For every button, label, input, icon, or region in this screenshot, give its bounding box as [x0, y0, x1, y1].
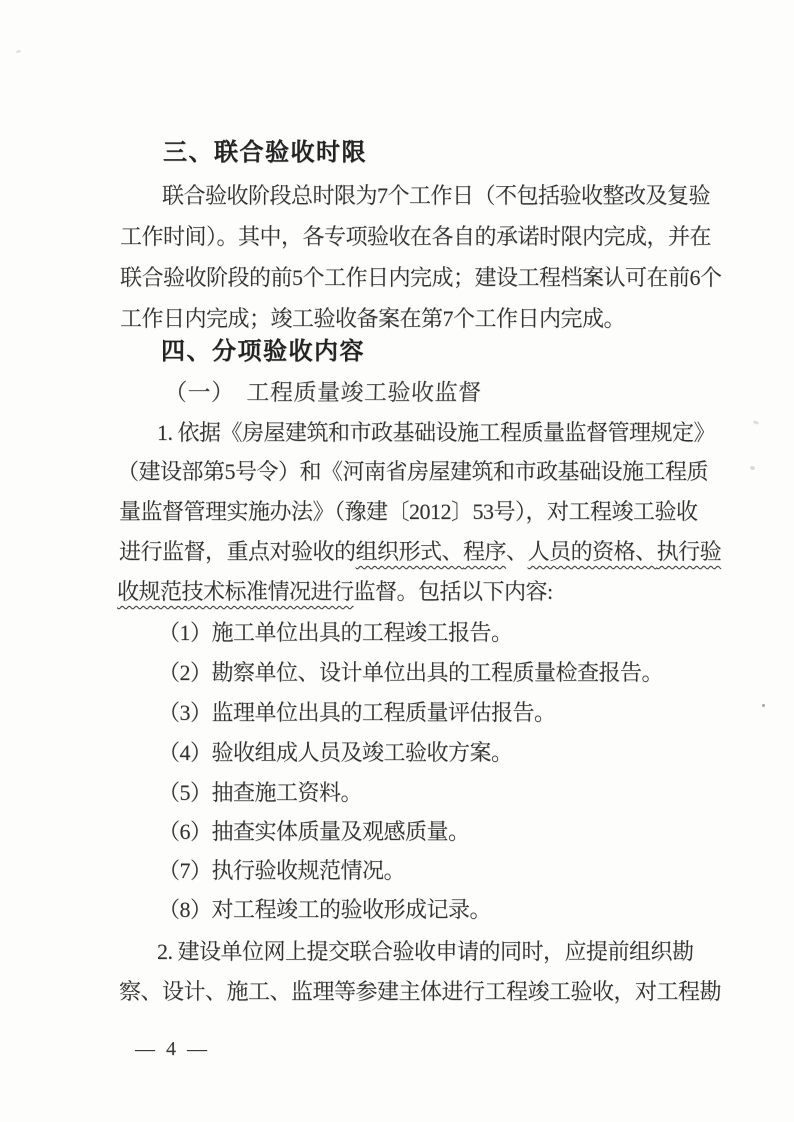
numbered-list-item: （8）对工程竣工的验收形成记录。 [158, 897, 492, 922]
plain-text: 、 [506, 539, 528, 564]
scan-speck [753, 420, 760, 425]
section3-paragraph-line: 联合验收阶段总时限为7个工作日（不包括验收整改及复验 [162, 183, 711, 208]
item1-line-with-underlines [117, 581, 553, 603]
section4-heading: 四、分项验收内容 [161, 338, 365, 365]
plain-text: 监督。包括以下内容: [353, 579, 553, 604]
wavy-underline-phrase: 执行验 [656, 539, 722, 564]
wavy-underline-phrase: 程序 [463, 539, 507, 564]
scan-speck [750, 465, 756, 470]
numbered-list-item: （1）施工单位出具的工程竣工报告。 [158, 620, 513, 645]
wavy-underline-phrase: 人员的资格、 [527, 539, 657, 564]
wavy-underline-phrase: 收规范技术标准情况进行 [117, 579, 354, 604]
item1-line: （建设部第5号令）和《河南省房屋建筑和市政基础设施工程质 [117, 459, 709, 484]
scan-speck [762, 704, 765, 707]
section3-paragraph-line: 联合验收阶段的前5个工作日内完成；建设工程档案认可在前6个 [120, 265, 722, 290]
section3-paragraph-line: 工作日内完成；竣工验收备案在第7个工作日内完成。 [120, 306, 626, 331]
numbered-list-item: （5）抽查施工资料。 [158, 780, 363, 805]
numbered-list-item: （7）执行验收规范情况。 [158, 858, 406, 883]
numbered-list-item: （3）监理单位出具的工程质量评估报告。 [158, 700, 556, 725]
scan-speck [16, 49, 22, 54]
wavy-underline-phrase: 组织形式、 [355, 539, 464, 564]
page-number: — 4 — [135, 1038, 210, 1060]
section3-paragraph-line: 工作时间）。其中，各专项验收在各自的承诺时限内完成，并在 [120, 224, 712, 249]
numbered-list-item: （6）抽查实体质量及观感质量。 [158, 819, 470, 844]
item1-line: 1. 依据《房屋建筑和市政基础设施工程质量监督管理规定》 [157, 420, 716, 445]
section3-heading: 三、联合验收时限 [163, 139, 367, 166]
item2-line: 察、设计、施工、监理等参建主体进行工程竣工验收，对工程勘 [119, 979, 722, 1004]
item1-line-with-underlines [119, 541, 721, 563]
numbered-list-item: （2）勘察单位、设计单位出具的工程质量检查报告。 [158, 660, 664, 685]
numbered-list-item: （4）验收组成人员及竣工验收方案。 [158, 740, 513, 765]
item1-line: 量监督管理实施办法》（豫建〔2012〕53号），对工程竣工验收 [119, 499, 698, 524]
plain-text: 进行监督，重点对验收的 [119, 539, 356, 564]
item2-line: 2. 建设单位网上提交联合验收申请的同时，应提前组织勘 [157, 939, 694, 964]
subsection1-heading: （一） 工程质量竣工验收监督 [163, 380, 482, 405]
